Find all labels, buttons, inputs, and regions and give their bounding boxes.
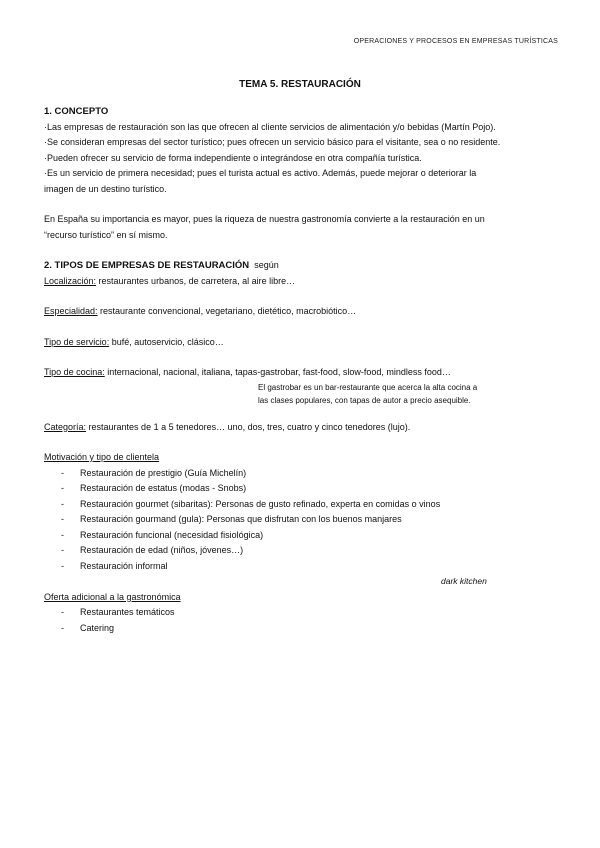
motivacion-label: Motivación y tipo de clientela	[44, 452, 160, 462]
concept-line-1-text: ·Las empresas de restauración son las que ofrecen al cliente servicios de alimentación y/o bebidas (	[44, 121, 445, 132]
concept-line-1	[44, 120, 559, 136]
running-header: OPERACIONES Y PROCESOS EN EMPRESAS TURÍSTICAS	[353, 38, 558, 45]
list-item: - Restauración de edad (niños, jóvenes…)	[44, 543, 559, 559]
list-item: - Restauración gourmand (gula): Personas que disfrutan con los buenos manjares	[44, 512, 559, 528]
oferta-list	[44, 605, 559, 636]
tipo-cocina-row	[44, 365, 559, 381]
section-2-heading: 2. TIPOS DE EMPRESAS DE RESTAURACIÓN	[44, 260, 250, 271]
list-item: - Restauración de prestigio (Guía Michelín)	[44, 466, 559, 482]
tipo-cocina-label: Tipo de cocina:	[44, 367, 105, 377]
author-close: ).	[490, 121, 496, 132]
importance-line-2: “recurso turístico” en sí mismo.	[44, 229, 168, 240]
author-name: Martín Pojo	[444, 121, 491, 132]
especialidad-row	[44, 304, 559, 320]
gastrobar-note-line-2: las clases populares, con tapas de autor a precio asequible.	[258, 396, 471, 405]
concept-line-4: ·Es un servicio de primera necesidad; pues el turista actual es activo. Además, puede mejorar o deteriorar la	[44, 168, 477, 178]
document-body	[44, 104, 559, 636]
concept-line-5: imagen de un destino turístico.	[44, 183, 167, 194]
categoria-text: restaurantes de 1 a 5 tenedores… uno, dos, tres, cuatro y cinco tenedores (lujo).	[86, 421, 411, 432]
section-2-heading-suffix: según	[254, 260, 279, 270]
concept-line-2: ·Se consideran empresas del sector turístico; pues ofrecen un servicio básico para el visitante, sea o no residente.	[44, 137, 501, 147]
list-item: - Restauración de estatus (modas - Snobs)	[44, 481, 559, 497]
categoria-row	[44, 420, 559, 436]
motivacion-list	[44, 466, 559, 575]
list-item: - Restauración informal	[44, 559, 559, 575]
categoria-label: Categoría:	[44, 421, 87, 432]
page-title: TEMA 5. RESTAURACIÓN	[239, 79, 361, 90]
tipo-cocina-text: internacional, nacional, italiana, tapas-gastrobar, fast-food, slow-food, mindless food…	[104, 367, 451, 377]
section-1-heading: 1. CONCEPTO	[44, 106, 109, 117]
especialidad-text: restaurante convencional, vegetariano, dietético, macrobiótico…	[97, 306, 357, 316]
importance-line-1: En España su importancia es mayor, pues la riqueza de nuestra gastronomía convierte a la restauración en un	[44, 214, 485, 224]
concept-line-3: ·Pueden ofrecer su servicio de forma independiente o integrándose en otra compañía turística.	[44, 152, 422, 163]
section-2-heading-row	[44, 258, 559, 274]
list-item: - Restauración funcional (necesidad fisiológica)	[44, 528, 559, 544]
list-item: - Catering	[44, 621, 559, 637]
list-item: - Restauración gourmet (sibaritas): Personas de gusto refinado, experta en comidas o vinos	[44, 497, 559, 513]
localizacion-text: restaurantes urbanos, de carretera, al aire libre…	[96, 275, 296, 286]
localizacion-row	[44, 274, 559, 290]
tipo-servicio-text: bufé, autoservicio, clásico…	[109, 336, 224, 347]
tipo-servicio-label: Tipo de servicio:	[44, 336, 110, 347]
gastrobar-note-line-1: El gastrobar es un bar-restaurante que acerca la alta cocina a	[258, 382, 478, 392]
list-item: - Restaurantes temáticos	[44, 605, 559, 621]
oferta-label: Oferta adicional a la gastronómica	[44, 591, 181, 602]
gastrobar-note	[258, 381, 559, 408]
localizacion-label: Localización:	[44, 275, 97, 286]
dark-kitchen-note: dark kitchen	[441, 576, 487, 586]
tipo-servicio-row	[44, 335, 559, 351]
especialidad-label: Especialidad:	[44, 306, 98, 316]
